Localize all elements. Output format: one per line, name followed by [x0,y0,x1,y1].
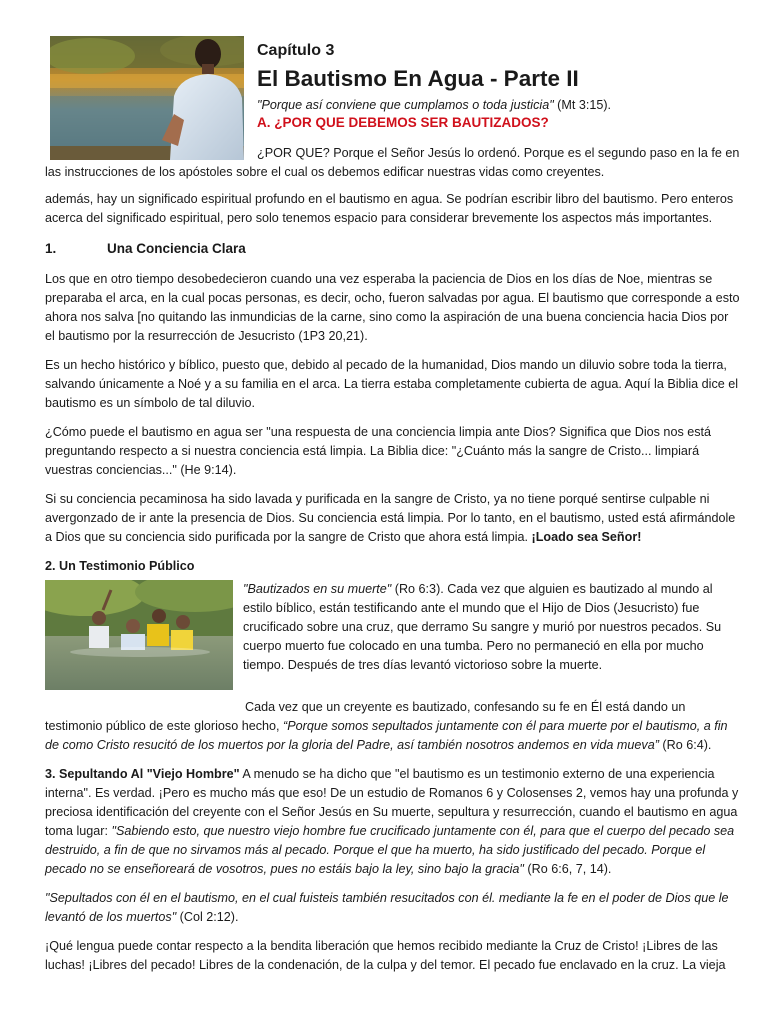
section-3-paragraph-1 [45,765,740,879]
section-2-image-block [45,580,740,690]
page-title: El Bautismo En Agua - Parte II [257,66,579,91]
section-3-paragraph-2 [45,889,740,927]
chapter-header [257,36,740,132]
section-2-heading: 2. Un Testimonio Público [45,559,195,573]
section-2-paragraph-2-quote: “Porque somos sepultados juntamente con él para muerte por el bautismo, a fin de como Cristo resucitó de los muertos por la gloria del Padre, así también nosotros andemos en vida mueva” [45,719,728,752]
intro-paragraph-1: ¿POR QUE? Porque el Señor Jesús lo ordenó. Porque es el segundo paso en la fe en las instrucciones de los apóstoles sobre el cual os debemos edificar nuestras vidas como creyentes. [45,146,740,179]
section-2-paragraph-2 [45,698,740,755]
section-a-heading: A. ¿POR QUE DEBEMOS SER BAUTIZADOS? [257,115,549,130]
man-by-water-photo [50,36,244,160]
section-2-float-text: (Ro 6:3). Cada vez que alguien es bautizado al mundo al estilo bíblico, están testificando ante el mundo que el Hijo de Dios (Jesucristo) fue crucificado sobre una cruz, que derramo Su sangre y murió por nuestros pecados. Su cuerpo muerto fue colocado en una tumba. Pero no permaneció en ella por mucho tiempo. Después de tres días levantó victorioso sobre la muerte. [243,582,722,672]
section-3-paragraph-2-quote: "Sepultados con él en el bautismo, en el cual fuisteis también resucitados con él. mediante la fe en el poder de Dios que le levantó de los muertos" [45,891,729,924]
section-1-paragraph-2: Es un hecho histórico y bíblico, puesto que, debido al pecado de la humanidad, Dios mando un diluvio sobre toda la tierra, salvando únicamente a Noé y a su familia en el arca. La tierra estaba completamente cubierta de agua. Aquí la Biblia dice el bautismo es un símbolo de tal diluvio. [45,358,739,410]
section-3-paragraph-2-ref: (Col 2:12). [176,910,239,924]
section-1-paragraph-4-bold: ¡Loado sea Señor! [531,530,642,544]
intro-paragraph-2: además, hay un significado espiritual profundo en el bautismo en agua. Se podrían escribir libro del bautismo. Pero enteros acerca del significado espiritual, pero solo tenemos espacio para considerar brevemente los aspectos más importantes. [45,192,734,225]
section-1-paragraph-1: Los que en otro tiempo desobedecieron cuando una vez esperaba la paciencia de Dios en los días de Noe, mientras se preparaba el arca, en la cual pocas personas, es decir, ocho, fueron salvadas por agua. El bautismo que corresponde a esto ahora nos salva [no quitando las inmundicias de la carne, sino como la aspiración de una buena conciencia hacia Dios por el bautismo por la resurrección de Jesucristo (1P3 20,21). [45,272,740,343]
section-1-paragraph-4-text: Si su conciencia pecaminosa ha sido lavada y purificada en la sangre de Cristo, ya no tiene porqué sentirse culpable ni avergonzado de ir ante la presencia de Dios. Su conciencia está limpia. Por lo tanto, en el bautismo, usted está afirmándole a Dios que su conciencia sido purificada por la sangre de Cristo que ahora está limpia. [45,492,736,544]
section-3-paragraph-1-text: A menudo se ha dicho que "el bautismo es un testimonio externo de una experiencia interna". Es verdad. ¡Pero es mucho más que eso! De un estudio de Romanos 6 y Colosenses 2, vemos hay una profunda y preciosa identificación del creyente con el Señor Jesús en Su muerte, sepultura y resurrección, cuando el bautismo en agua toma lugar: [45,767,739,838]
section-3-paragraph-1-ref: (Ro 6:6, 7, 14). [523,862,612,876]
epigraph [257,96,740,114]
section-3-heading: 3. Sepultando Al "Viejo Hombre" [45,767,240,781]
section-1-number: 1. [45,241,57,256]
section-1-paragraph-3: ¿Cómo puede el bautismo en agua ser "una respuesta de una conciencia limpia ante Dios? Significa que Dios nos está preguntando respecto a si nuestra conciencia está limpia. La Biblia dice: "¿Cuánto más la sangre de Cristo... limpiará vuestras conciencias..." (He 9:14). [45,425,712,477]
section-2-paragraph-2-ref: (Ro 6:4). [658,738,712,752]
document-page [45,36,740,985]
section-3-paragraph-1-quote: "Sabiendo esto, que nuestro viejo hombre fue crucificado juntamente con él, para que el cuerpo del pecado sea destruido, a fin de que no sirvamos más al pecado. Porque el que ha muerto, ha sido justificado del pecado. Porque el pecado no se enseñoreará de vosotros, pues no estáis bajo la ley, sino bajo la gracia" [45,824,735,876]
section-3-paragraph-3: ¡Qué lengua puede contar respecto a la bendita liberación que hemos recibido mediante la Cruz de Cristo! ¡Libres de las luchas! ¡Libres del pecado! Libres de la condenación, de la culpa y del temor. El pecado fue enclavado en la cruz. La vieja [45,939,726,972]
section-2-float-paragraph [243,580,740,675]
section-1-paragraph-4 [45,490,740,547]
baptism-photo [45,580,233,690]
section-2-paragraph-2-text: Cada vez que un creyente es bautizado, confesando su fe en Él está dando un testimonio público de este glorioso hecho, [45,700,686,733]
section-1-title: Una Conciencia Clara [107,241,246,256]
chapter-label: Capítulo 3 [257,42,335,59]
epigraph-quote: "Porque así conviene que cumplamos o toda justicia" [257,98,554,112]
section-2-float-quote: "Bautizados en su muerte" [243,582,392,596]
section-1-heading [45,240,740,258]
epigraph-ref: (Mt 3:15). [553,98,612,112]
